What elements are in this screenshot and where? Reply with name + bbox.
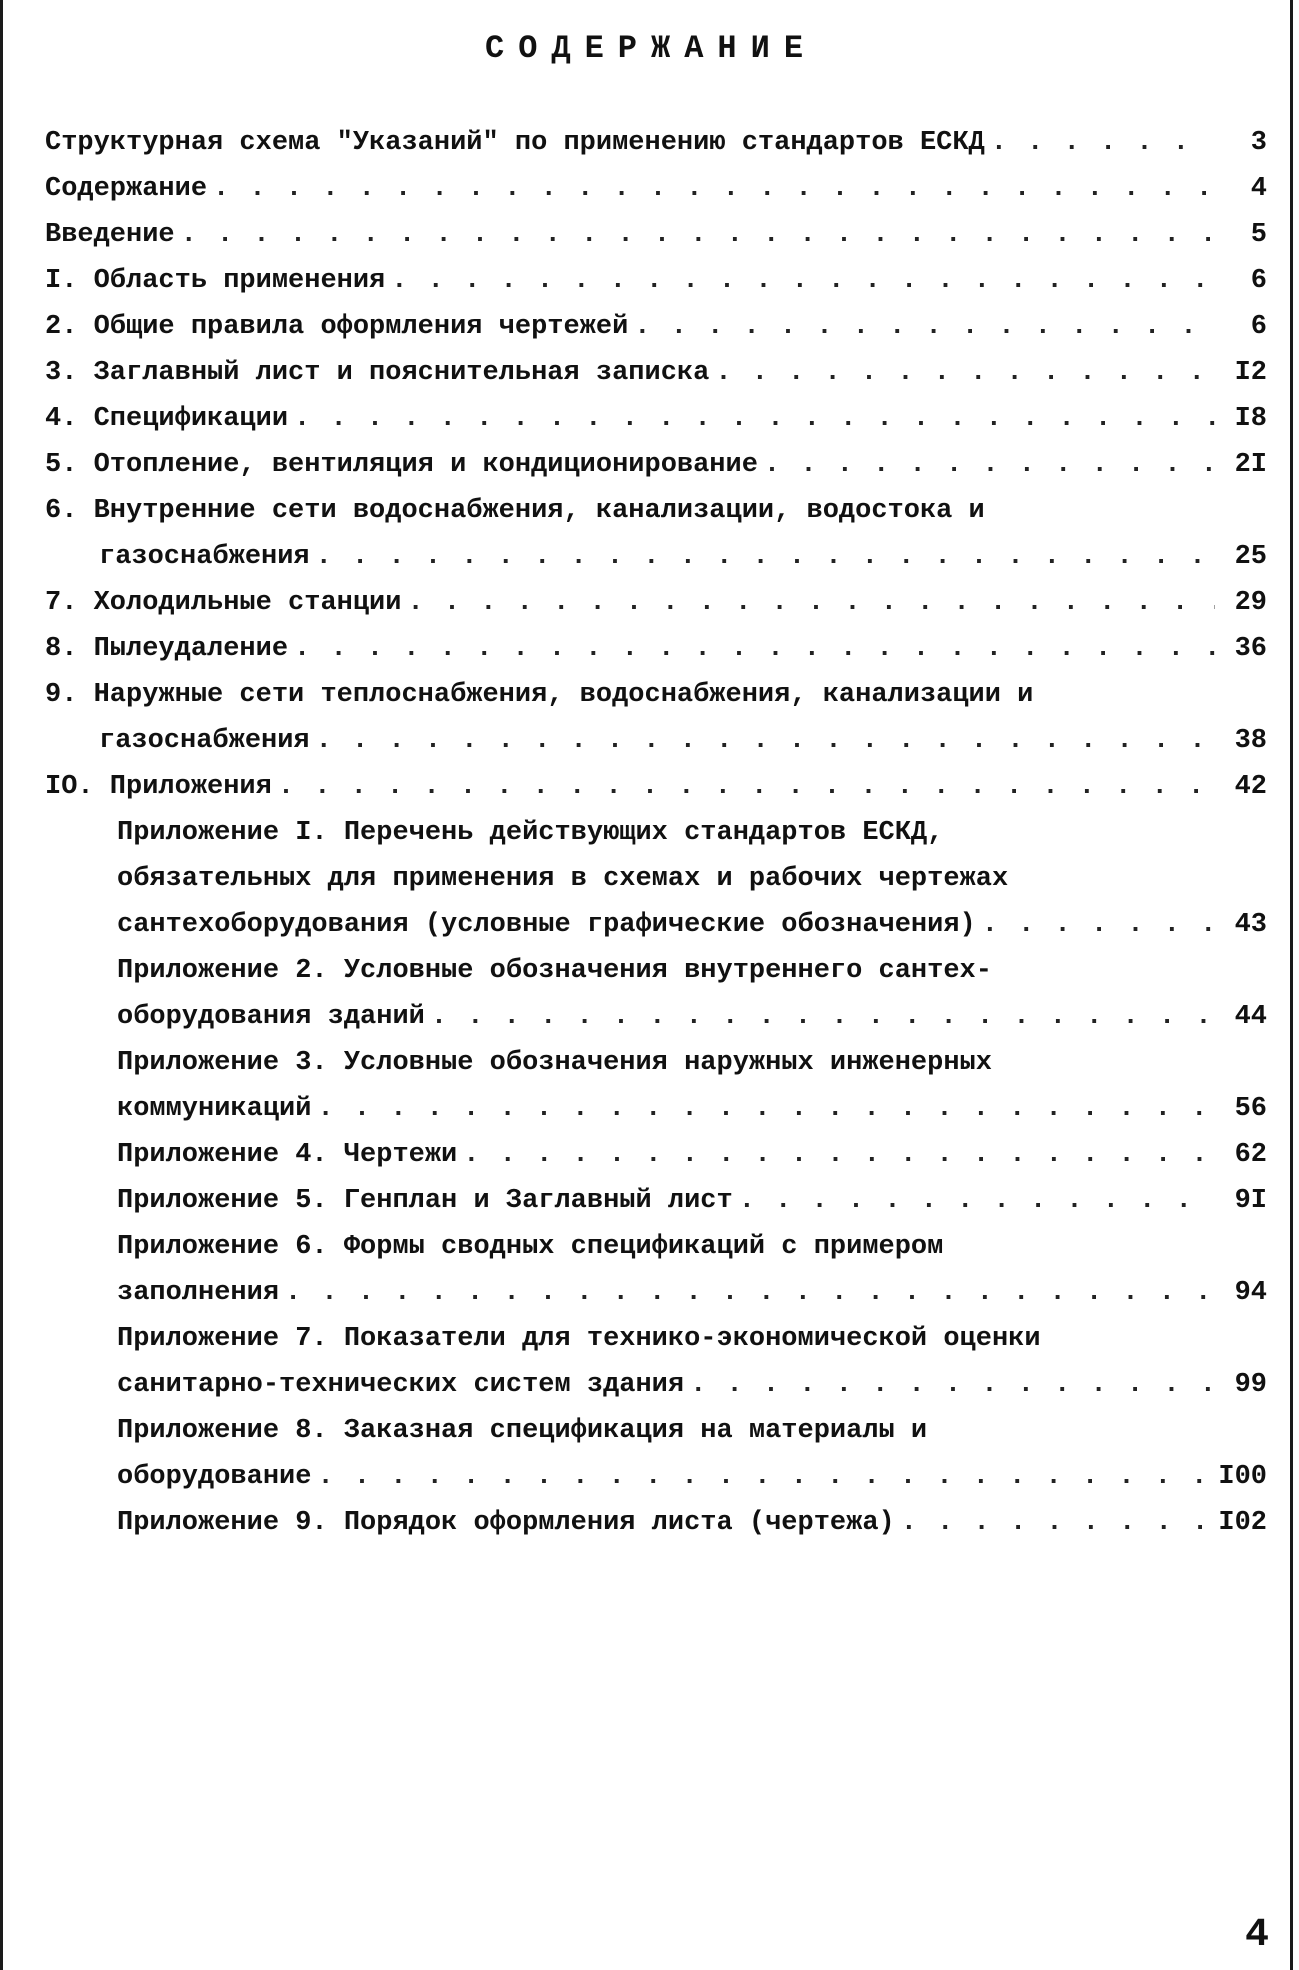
toc-page-number: 94 <box>1234 1278 1267 1308</box>
dot-leader <box>294 626 1215 672</box>
toc-entry-title: санитарно-технических систем здания <box>117 1370 685 1400</box>
toc-entry-first-line: Приложение 2. Условные обозначения внутреннего сантех- <box>117 956 992 986</box>
toc-entry-title: оборудования зданий <box>117 1002 425 1032</box>
toc-entry <box>45 350 1267 396</box>
dot-leader <box>715 350 1215 396</box>
toc-entry-second-line: обязательных для применения в схемах и рабочих чертежах <box>117 864 1009 894</box>
dot-leader <box>764 442 1215 488</box>
dot-leader <box>294 396 1215 442</box>
toc-entry <box>45 442 1267 488</box>
toc-entry <box>45 902 1267 948</box>
toc-page-number: 3 <box>1250 128 1267 158</box>
toc-page-number: 29 <box>1234 588 1267 618</box>
toc-page-number: 5 <box>1250 220 1267 250</box>
toc-page-number: 43 <box>1234 910 1267 940</box>
toc-page-number: I02 <box>1218 1508 1267 1538</box>
toc-entry <box>45 166 1267 212</box>
toc-entry-title: 7. Холодильные станции <box>45 588 402 618</box>
dot-leader <box>407 580 1215 626</box>
toc-entry-title: Приложение 5. Генплан и Заглавный лист <box>117 1186 733 1216</box>
toc-entry-title: Содержание <box>45 174 208 204</box>
dot-leader <box>316 534 1215 580</box>
toc-page-number: I2 <box>1234 358 1267 388</box>
dot-leader <box>317 1454 1212 1500</box>
dot-leader <box>690 1362 1215 1408</box>
toc-entry-title: заполнения <box>117 1278 280 1308</box>
toc-entry-title: 2. Общие правила оформления чертежей <box>45 312 629 342</box>
toc-page-number: 56 <box>1234 1094 1267 1124</box>
toc-entry-title: 8. Пылеудаление <box>45 634 289 664</box>
toc-entry-first-line: 9. Наружные сети теплоснабжения, водоснабжения, канализации и <box>45 680 1034 710</box>
toc-entry-first-line: Приложение 8. Заказная спецификация на материалы и <box>117 1416 928 1446</box>
toc-entry-title: Введение <box>45 220 175 250</box>
toc-entry <box>45 626 1267 672</box>
toc-entry-first-line: Приложение 7. Показатели для технико-экономической оценки <box>117 1324 1041 1354</box>
toc-page-number: 6 <box>1250 266 1267 296</box>
toc-entry-title: сантехоборудования (условные графические обозначения) <box>117 910 976 940</box>
toc-entry <box>45 1178 1267 1224</box>
toc-entry <box>45 1270 1267 1316</box>
dot-leader <box>278 764 1215 810</box>
dot-leader <box>901 1500 1213 1546</box>
toc-entry-first-line: Приложение I. Перечень действующих стандартов ЕСКД, <box>117 818 944 848</box>
toc-page-number: 42 <box>1234 772 1267 802</box>
dot-leader <box>317 1086 1215 1132</box>
toc-entry-first-line: Приложение 3. Условные обозначения наружных инженерных <box>117 1048 992 1078</box>
dot-leader <box>213 166 1215 212</box>
toc-entry-title: I. Область применения <box>45 266 386 296</box>
toc-page-number: 38 <box>1234 726 1267 756</box>
toc-page-number: 25 <box>1234 542 1267 572</box>
toc-page-number: I00 <box>1218 1462 1267 1492</box>
toc-entry <box>45 1500 1267 1546</box>
toc-entry-title: Структурная схема "Указаний" по применению стандартов ЕСКД <box>45 128 985 158</box>
toc-entry <box>45 764 1267 810</box>
toc-entry <box>45 534 1267 580</box>
dot-leader <box>739 1178 1215 1224</box>
toc-entry <box>45 1454 1267 1500</box>
toc-page-number: 99 <box>1234 1370 1267 1400</box>
dot-leader <box>316 718 1215 764</box>
dot-leader <box>181 212 1215 258</box>
toc-entry-first-line: 6. Внутренние сети водоснабжения, канализации, водостока и <box>45 496 985 526</box>
toc-entry-title: коммуникаций <box>117 1094 312 1124</box>
toc-entry <box>45 1086 1267 1132</box>
toc-entry-title: 5. Отопление, вентиляция и кондиционирование <box>45 450 758 480</box>
toc-entry <box>45 258 1267 304</box>
table-of-contents <box>45 120 1267 1546</box>
toc-page-number: 2I <box>1234 450 1267 480</box>
page-title: СОДЕРЖАНИЕ <box>484 30 818 67</box>
toc-entry-title: IO. Приложения <box>45 772 272 802</box>
toc-entry-title: 4. Спецификации <box>45 404 289 434</box>
toc-entry <box>45 718 1267 764</box>
toc-page-number: 4 <box>1250 174 1267 204</box>
toc-entry-title: 3. Заглавный лист и пояснительная записка <box>45 358 710 388</box>
toc-entry <box>45 1132 1267 1178</box>
toc-entry <box>45 304 1267 350</box>
toc-entry <box>45 396 1267 442</box>
dot-leader <box>634 304 1215 350</box>
toc-entry <box>45 120 1267 166</box>
toc-entry <box>45 580 1267 626</box>
dot-leader <box>391 258 1215 304</box>
dot-leader <box>463 1132 1215 1178</box>
toc-entry-title: газоснабжения <box>99 726 310 756</box>
toc-page-number: 62 <box>1234 1140 1267 1170</box>
toc-entry-title: газоснабжения <box>99 542 310 572</box>
toc-page-number: I8 <box>1234 404 1267 434</box>
dot-leader <box>431 994 1215 1040</box>
toc-page-number: 36 <box>1234 634 1267 664</box>
dot-leader <box>991 120 1215 166</box>
toc-entry <box>45 994 1267 1040</box>
toc-entry-title: Приложение 9. Порядок оформления листа (чертежа) <box>117 1508 895 1538</box>
right-border-line <box>1290 0 1293 1970</box>
toc-entry-title: оборудование <box>117 1462 312 1492</box>
toc-page-number: 44 <box>1234 1002 1267 1032</box>
dot-leader <box>982 902 1215 948</box>
dot-leader <box>285 1270 1215 1316</box>
toc-page-number: 9I <box>1234 1186 1267 1216</box>
toc-page-number: 6 <box>1250 312 1267 342</box>
toc-entry <box>45 1362 1267 1408</box>
page-number: 4 <box>1244 1913 1269 1958</box>
toc-entry-first-line: Приложение 6. Формы сводных спецификаций с примером <box>117 1232 944 1262</box>
toc-entry-title: Приложение 4. Чертежи <box>117 1140 458 1170</box>
toc-entry <box>45 212 1267 258</box>
